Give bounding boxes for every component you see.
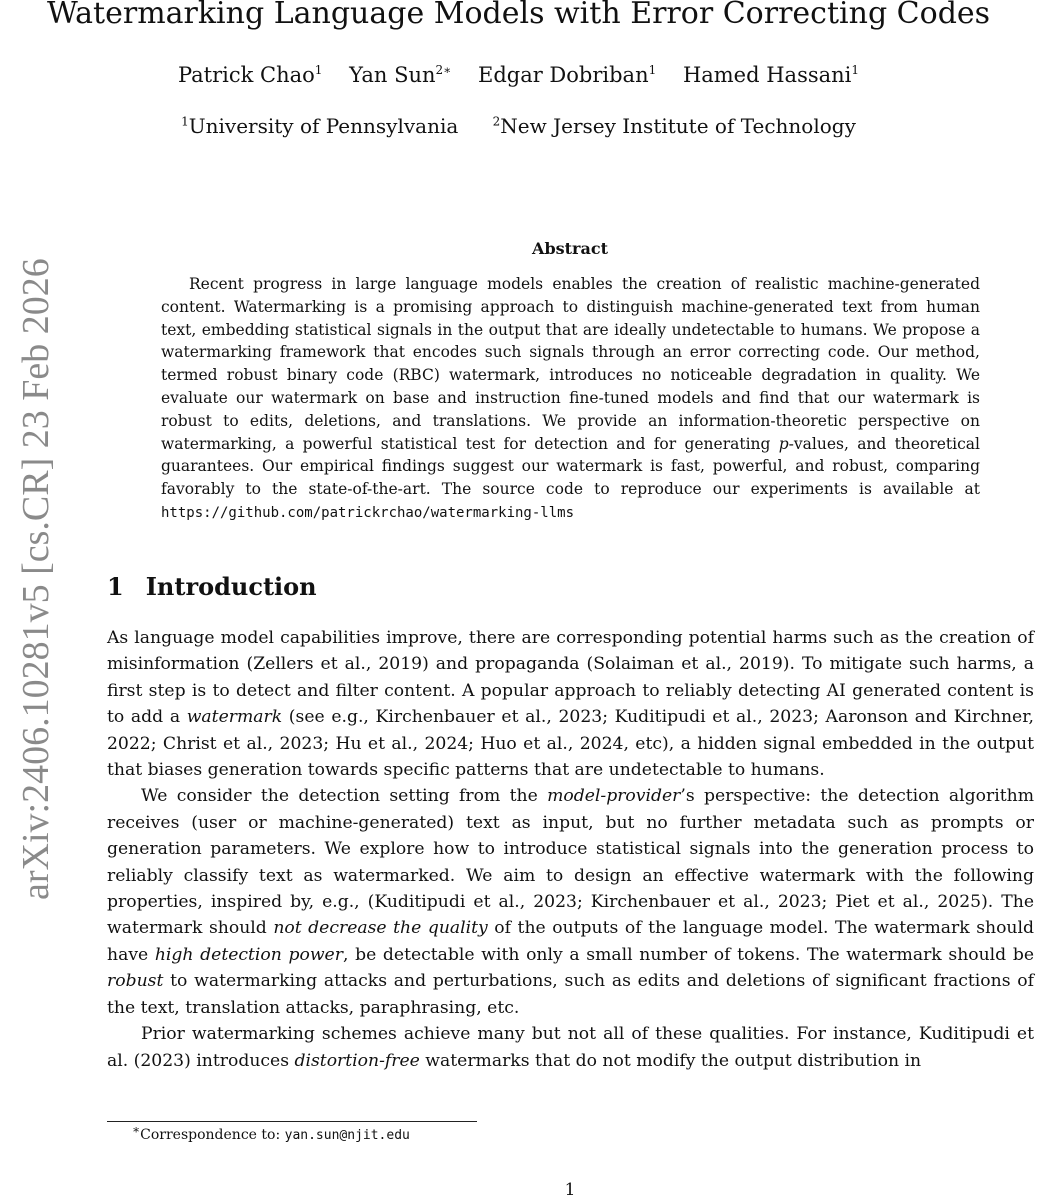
affiliation: $^1$University of Pennsylvania bbox=[181, 114, 459, 138]
page-number: 1 bbox=[564, 1180, 576, 1200]
footnote-divider bbox=[107, 1121, 477, 1122]
arxiv-identifier: arXiv:2406.10281v5 [cs.CR] 23 Feb 2026 bbox=[15, 258, 57, 900]
section-heading bbox=[107, 571, 317, 603]
correspondence-email[interactable]: yan.sun@njit.edu bbox=[284, 1128, 410, 1143]
abstract-paragraph: Recent progress in large language models enables the creation of realistic machine-generated content. Watermarking is a promising approach to distinguish machine-generated text from human text, embedding statistical signals in the output that are ideally undetectable to humans. We propose a watermarking framework that encodes such signals through an error correcting code. Our method, termed robust binary code (RBC) watermark, introduces no noticeable degradation in quality. We evaluate our watermark on base and instruction fine-tuned models and find that our watermark is robust to edits, deletions, and translations. We provide an information-theoretic perspective on watermarking, a powerful statistical test for detection and for generating p-values, and theoretical guarantees. Our empirical findings suggest our watermark is fast, powerful, and robust, comparing favorably to the state-of-the-art. The source code to reproduce our experiments is available at https://github.com/patrickrchao/watermarking-llms bbox=[161, 275, 980, 521]
source-code-link[interactable]: https://github.com/patrickrchao/watermarking-llms bbox=[161, 504, 575, 521]
paragraph: As language model capabilities improve, there are corresponding potential harms such as the creation of misinformation (Zellers et al., 2019) and propaganda (Solaiman et al., 2019). To mitigate such harms, a first step is to detect and filter content. A popular approach to reliably detecting AI generated content is to add a watermark (see e.g., Kirchenbauer et al., 2023; Kuditipudi et al., 2023; Aaronson and Kirchner, 2022; Christ et al., 2023; Hu et al., 2024; Huo et al., 2024, etc), a hidden signal embedded in the output that biases generation towards specific patterns that are undetectable to humans. bbox=[107, 628, 1034, 781]
author: Edgar Dobriban$^1$ bbox=[477, 63, 657, 87]
paper-title: Watermarking Language Models with Error Correcting Codes bbox=[46, 0, 991, 31]
affiliation: $^2$New Jersey Institute of Technology bbox=[492, 114, 856, 138]
author-list bbox=[0, 60, 1037, 90]
abstract-body bbox=[161, 273, 980, 525]
section-title: Introduction bbox=[145, 572, 317, 601]
author: Hamed Hassani$^1$ bbox=[682, 63, 860, 87]
affiliation-list bbox=[0, 111, 1037, 141]
abstract-heading: Abstract bbox=[532, 239, 608, 258]
author: Yan Sun$^{2∗}$ bbox=[349, 63, 452, 87]
paragraph: Prior watermarking schemes achieve many but not all of these qualities. For instance, Kuditipudi et al. (2023) introduces distortion-free watermarks that do not modify the output distribution in bbox=[107, 1024, 1034, 1071]
section-number: 1 bbox=[107, 572, 124, 601]
paragraph: We consider the detection setting from the model-provider’s perspective: the detection algorithm receives (user or machine-generated) text as input, but no further metadata such as prompts or generation parameters. We explore how to introduce statistical signals into the generation process to reliably classify text as watermarked. We aim to design an effective watermark with the following properties, inspired by, e.g., (Kuditipudi et al., 2023; Kirchenbauer et al., 2023; Piet et al., 2025). The watermark should not decrease the quality of the outputs of the language model. The watermark should have high detection power, be detectable with only a small number of tokens. The watermark should be robust to watermarking attacks and perturbations, such as edits and deletions of significant fractions of the text, translation attacks, paraphrasing, etc. bbox=[107, 786, 1035, 1018]
footnote: ∗Correspondence to: yan.sun@njit.edu bbox=[132, 1122, 410, 1143]
introduction-body bbox=[107, 625, 1034, 1074]
author: Patrick Chao$^1$ bbox=[177, 63, 323, 87]
